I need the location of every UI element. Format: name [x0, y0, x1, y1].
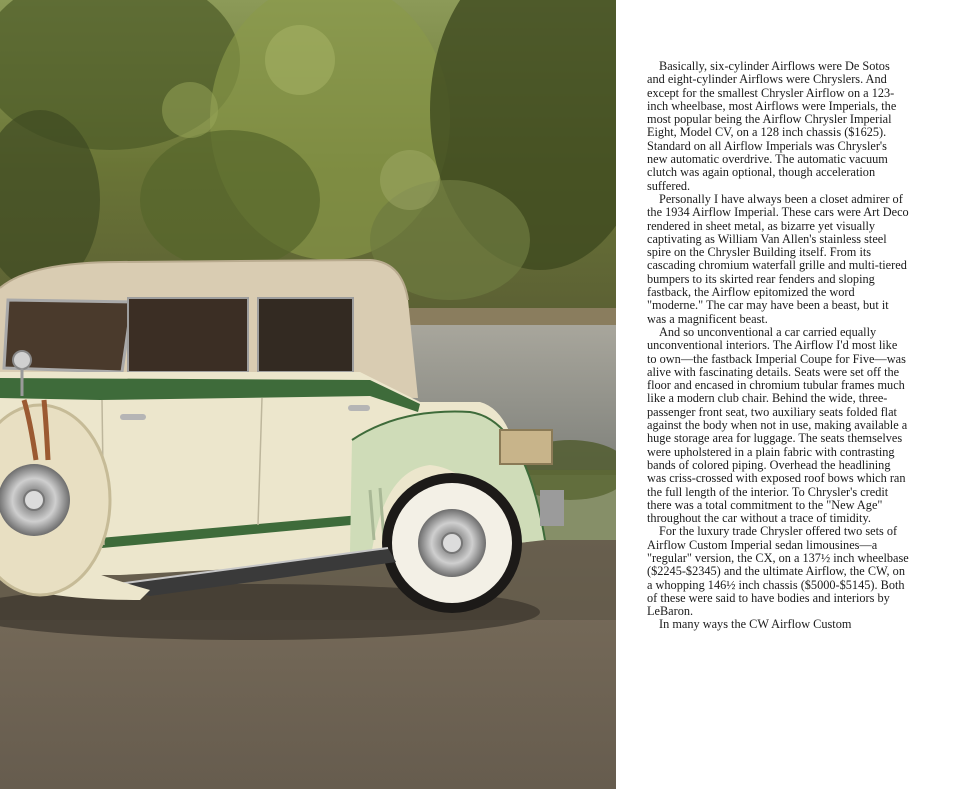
article-paragraph: Personally I have always been a closet admirer of the 1934 Airflow Imperial. These cars were Art Deco rendered in sheet metal, as bizarre yet visually captivating as William Van Allen's stainless steel spire on the Chrysler Building itself. From its cascading chromium waterfall grille and multi-tiered bumpers to its skirted rear fenders and sloping fastback, the Airflow epitomized the word "moderne." The car may have been a beast, but it was a magnificent beast. — [647, 191, 909, 326]
article-paragraph: In many ways the CW Airflow Custom — [659, 617, 852, 632]
article-text-column — [647, 60, 909, 632]
article-paragraph: Basically, six-cylinder Airflows were De Sotos and eight-cylinder Airflows were Chryslers. And except for the smallest Chrysler Airflow on a 123-inch wheelbase, most Airflows were Imperials, the most popular being the Airflow Chrysler Imperial Eight, Model CV, on a 128 inch chassis ($1625). Standard on all Airflow Imperials was Chrysler's new automatic overdrive. The automatic vacuum clutch was again optional, though acceleration suffered. — [647, 59, 897, 193]
article-paragraph: For the luxury trade Chrysler offered two sets of Airflow Custom Imperial sedan limousines—a "regular" version, the CX, on a 137½ inch wheelbase ($2245-$2345) and the ultimate Airflow, the CW, on a whopping 146½ inch chassis ($5000-$5145). Both of these were said to have bodies and interiors by LeBaron. — [647, 524, 909, 619]
article-paragraph: And so unconventional a car carried equally unconventional interiors. The Airflow I'd most like to own—the fastback Imperial Coupe for Five—was alive with fascinating details. Seats were set off the floor and encased in chromium tubular frames much like a modern club chair. Behind the wide, three-passenger front seat, two auxiliary seats folded flat against the body when not in use, making available a huge storage area for luggage. The seats themselves were upholstered in a plain fabric with contrasting bands of colored piping. Overhead the headlining was criss-crossed with exposed roof bows which ran the full length of the interior. To Chrysler's credit there was a total commitment to the "New Age" throughout the car without a trace of timidity. — [647, 324, 908, 526]
